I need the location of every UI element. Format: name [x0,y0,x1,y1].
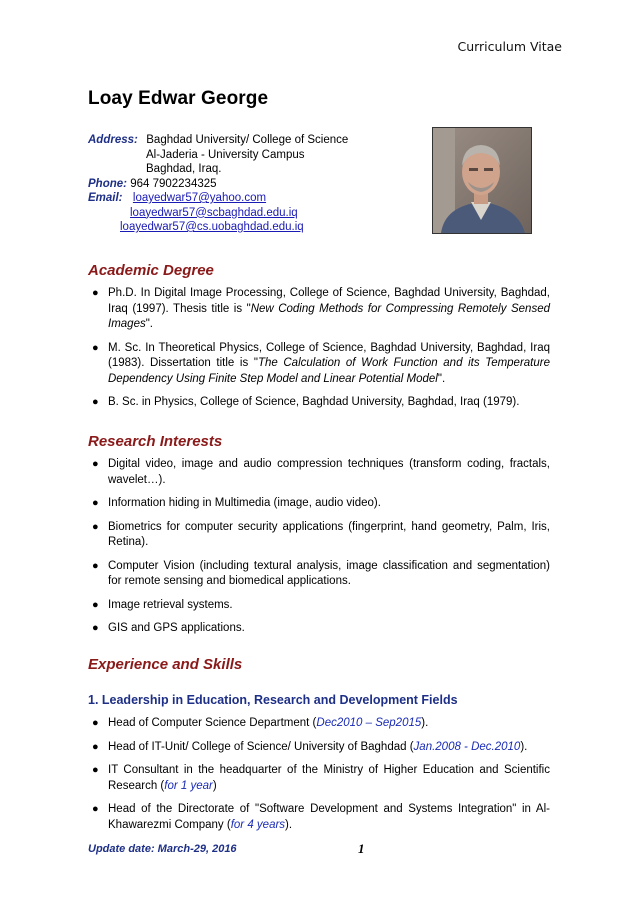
research-interests-list [88,457,550,645]
item-text: IT Consultant in the headquarter of the Ministry of Higher Education and Scientific Research ( [108,764,550,792]
phone-value: 964 7902234325 [130,177,217,190]
list-item [88,457,550,488]
phone-row [88,177,348,192]
item-text: Digital video, image and audio compression techniques (transform coding, fractals, wavelet…). [108,458,550,486]
bullet-icon: ● [92,740,99,753]
portrait-icon [433,128,531,233]
contact-block [88,133,348,235]
address-row [88,162,348,177]
duration: for 1 year [164,779,213,792]
bullet-icon: ● [92,803,99,815]
email-link[interactable]: loayedwar57@scbaghdad.edu.iq [130,206,298,219]
item-text-end: ). [285,818,293,831]
date-range: Dec2010 – Sep2015 [316,717,422,729]
bullet-icon: ● [92,717,99,729]
email-row [88,191,348,206]
list-item [88,559,550,590]
bullet-icon: ● [92,764,99,776]
list-item [88,621,550,637]
phone-label: Phone: [88,177,127,190]
academic-degree-list [88,286,550,419]
list-item [88,802,550,833]
item-text: Head of the Directorate of "Software Development and Systems Integration" in Al-Khawarezmi Company ( [108,803,550,831]
item-text-end: ). [520,740,528,753]
address-row [88,133,348,148]
bullet-icon: ● [92,559,99,572]
person-name: Loay Edwar George [88,88,269,109]
address-line: Baghdad, Iraq. [146,163,222,175]
address-row [88,148,348,163]
subsection-title-leadership: 1. Leadership in Education, Research and Development Fields [88,693,458,707]
item-text-end: ". [437,372,446,385]
bullet-icon: ● [92,287,99,299]
item-text: B. Sc. in Physics, College of Science, Baghdad University, Baghdad, Iraq (1979). [108,396,520,408]
list-item [88,716,550,732]
list-item [88,598,550,614]
list-item [88,763,550,794]
item-text-end: ". [145,318,153,330]
list-item [88,341,550,388]
address-line: Al-Jaderia - University Campus [146,148,305,161]
item-text: M. Sc. In Theoretical Physics, College of Science, Baghdad University, Baghdad, Iraq (1983). Dissertation title is " [108,341,550,369]
bullet-icon: ● [92,341,99,354]
email-link[interactable]: loayedwar57@cs.uobaghdad.edu.iq [120,221,304,233]
item-text-end: ). [421,717,429,729]
date-range: Jan.2008 - Dec.2010 [413,740,521,753]
bullet-icon: ● [92,598,99,611]
leadership-list [88,716,550,841]
duration: for 4 years [230,818,286,831]
dissertation-title: The Calculation of Work Function and its Temperature Dependency Using Finite Step Model and Linear Potential Model [108,357,550,385]
item-text: Computer Vision (including textural analysis, image classification and segmentation) for remote sensing and biomedical applications. [108,559,550,587]
list-item [88,395,550,411]
email-link[interactable]: loayedwar57@yahoo.com [132,192,267,204]
email-label: Email: [88,192,123,204]
item-text-end: ) [212,779,217,792]
section-title-academic-degree: Academic Degree [88,262,214,279]
address-label: Address: [88,134,138,146]
email-row [88,206,348,221]
document-title: Curriculum Vitae [457,39,562,54]
list-item [88,520,550,551]
item-text: Head of Computer Science Department ( [108,717,317,729]
item-text: Information hiding in Multimedia (image, audio video). [108,497,381,509]
item-text: GIS and GPS applications. [108,622,245,634]
page-number: 1 [358,841,365,856]
list-item [88,286,550,333]
bullet-icon: ● [92,458,99,470]
item-text: Biometrics for computer security applications (fingerprint, hand geometry, Palm, Iris, Retina). [108,520,550,548]
section-title-research-interests: Research Interests [88,433,223,450]
email-row [88,220,348,235]
bullet-icon: ● [92,520,99,533]
list-item [88,740,550,756]
bullet-icon: ● [92,497,99,509]
section-title-experience-and-skills: Experience and Skills [88,656,243,673]
item-text: Head of IT-Unit/ College of Science/ University of Baghdad ( [108,740,414,753]
bullet-icon: ● [92,622,99,634]
item-text: Ph.D. In Digital Image Processing, College of Science, Baghdad University, Baghdad, Iraq (1997). Thesis title is " [108,287,550,315]
update-date: Update date: March-29, 2016 [88,843,237,855]
portrait-photo [432,127,532,234]
thesis-title: New Coding Methods for Compressing Remotely Sensed Images [108,302,550,330]
item-text: Image retrieval systems. [108,598,233,611]
address-line: Baghdad University/ College of Science [146,134,349,146]
list-item [88,496,550,512]
bullet-icon: ● [92,396,99,408]
